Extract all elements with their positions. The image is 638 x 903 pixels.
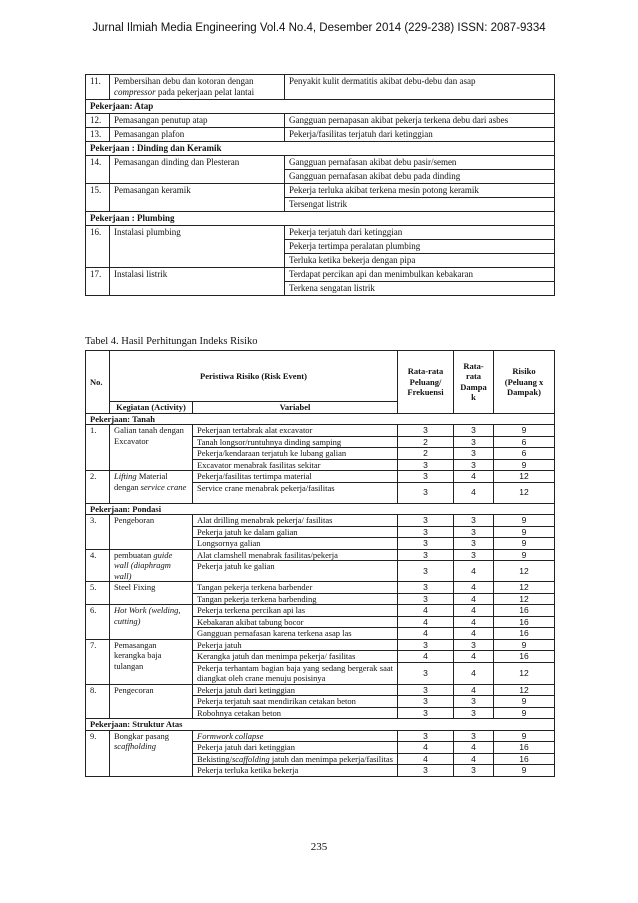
cell-peluang: 3 xyxy=(398,471,454,483)
cell-risiko: 16 xyxy=(494,616,555,628)
header-peluang: Rata-rata Peluang/ Frekuensi xyxy=(398,351,454,414)
cell-peluang: 4 xyxy=(398,616,454,628)
section-row xyxy=(86,719,555,731)
cell-variable: Pekerja jatuh dari ketinggian xyxy=(193,684,398,696)
cell-peluang: 3 xyxy=(398,730,454,742)
table-row xyxy=(86,639,555,651)
table-row xyxy=(86,605,555,617)
cell-variable: Kebakaran akibat tabung bocor xyxy=(193,616,398,628)
cell-risiko: 9 xyxy=(494,526,555,538)
cell-peluang: 4 xyxy=(398,742,454,754)
page-number: 235 xyxy=(310,841,328,853)
cell-risk: Pekerja terluka akibat terkena mesin potong keramik xyxy=(285,184,555,198)
table-caption: Tabel 4. Hasil Perhitungan Indeks Risiko xyxy=(85,336,258,347)
table-row xyxy=(86,471,555,483)
table-row xyxy=(86,684,555,696)
cell-activity: Pengeboran xyxy=(110,515,193,550)
cell-risiko: 9 xyxy=(494,639,555,651)
cell-no: 1. xyxy=(86,425,110,471)
cell-peluang: 3 xyxy=(398,662,454,684)
cell-risiko: 16 xyxy=(494,651,555,663)
cell-variable: Pekerja terkena percikan api las xyxy=(193,605,398,617)
cell-peluang: 3 xyxy=(398,549,454,561)
cell-risiko: 12 xyxy=(494,582,555,594)
cell-no: 14. xyxy=(86,156,110,184)
table-row xyxy=(86,549,555,561)
cell-dampak: 4 xyxy=(454,753,494,765)
section-tanah: Pekerjaan: Tanah xyxy=(86,413,555,425)
cell-activity: Bongkar pasang scaffholding xyxy=(110,730,193,776)
cell-risiko: 12 xyxy=(494,662,555,684)
cell-peluang: 3 xyxy=(398,582,454,594)
cell-risk: Terluka ketika bekerja dengan pipa xyxy=(285,254,555,268)
cell-risk: Pekerja terjatuh dari ketinggian xyxy=(285,226,555,240)
table-row xyxy=(86,184,555,198)
cell-no: 5. xyxy=(86,582,110,605)
cell-variable: Tanah longsor/runtuhnya dinding samping xyxy=(193,436,398,448)
cell-peluang: 2 xyxy=(398,436,454,448)
cell-peluang: 3 xyxy=(398,482,454,503)
cell-activity: Pembersihan debu dan kotoran dengan compressor pada pekerjaan pelat lantai xyxy=(110,75,285,100)
cell-activity: Galian tanah dengan Excavator xyxy=(110,425,193,471)
table-row xyxy=(86,128,555,142)
cell-peluang: 3 xyxy=(398,526,454,538)
table-row xyxy=(86,425,555,437)
cell-dampak: 3 xyxy=(454,459,494,471)
table-row xyxy=(86,156,555,170)
cell-risiko: 9 xyxy=(494,549,555,561)
cell-dampak: 4 xyxy=(454,471,494,483)
journal-header: Jurnal Ilmiah Media Engineering Vol.4 No.4, Desember 2014 (229-238) ISSN: 2087-9334 xyxy=(92,22,546,34)
cell-peluang: 3 xyxy=(398,425,454,437)
cell-risiko: 9 xyxy=(494,765,555,777)
cell-risk: Gangguan pernafasan akibat debu pada dinding xyxy=(285,170,555,184)
cell-no: 17. xyxy=(86,268,110,296)
cell-risiko: 16 xyxy=(494,742,555,754)
cell-activity: Pemasangan dinding dan Plesteran xyxy=(110,156,285,184)
cell-peluang: 4 xyxy=(398,753,454,765)
cell-peluang: 3 xyxy=(398,684,454,696)
table-row xyxy=(86,268,555,282)
cell-risiko: 16 xyxy=(494,753,555,765)
header-event: Peristiwa Risiko (Risk Event) xyxy=(110,351,398,402)
section-plumbing: Pekerjaan : Plumbing xyxy=(86,212,555,226)
cell-variable: Alat drilling menabrak pekerja/ fasilitas xyxy=(193,515,398,527)
cell-dampak: 4 xyxy=(454,662,494,684)
section-row xyxy=(86,212,555,226)
table-row xyxy=(86,730,555,742)
cell-variable: Kerangka jatuh dan menimpa pekerja/ fasilitas xyxy=(193,651,398,663)
cell-dampak: 3 xyxy=(454,515,494,527)
cell-variable: Service crane menabrak pekerja/fasilitas xyxy=(193,482,398,503)
cell-dampak: 4 xyxy=(454,561,494,582)
table-row xyxy=(86,226,555,240)
cell-risiko: 16 xyxy=(494,605,555,617)
table-row xyxy=(86,114,555,128)
cell-dampak: 4 xyxy=(454,616,494,628)
cell-no: 15. xyxy=(86,184,110,212)
cell-peluang: 4 xyxy=(398,605,454,617)
cell-peluang: 3 xyxy=(398,696,454,708)
cell-risiko: 12 xyxy=(494,684,555,696)
header-kegiatan: Kegiatan (Activity) xyxy=(110,402,193,414)
cell-dampak: 4 xyxy=(454,651,494,663)
cell-variable: Pekerja terhantam bagian baja yang sedang bergerak saat diangkat oleh crane menuju posisinya xyxy=(193,662,398,684)
cell-dampak: 3 xyxy=(454,549,494,561)
cell-peluang: 3 xyxy=(398,707,454,719)
cell-risiko: 12 xyxy=(494,561,555,582)
cell-activity: Pemasangan keramik xyxy=(110,184,285,212)
cell-activity: Instalasi plumbing xyxy=(110,226,285,268)
cell-variable: Pekerja jatuh ke galian xyxy=(193,561,398,582)
cell-no: 7. xyxy=(86,639,110,684)
cell-activity: Steel Fixing xyxy=(110,582,193,605)
section-struktur: Pekerjaan: Struktur Atas xyxy=(86,719,555,731)
cell-dampak: 3 xyxy=(454,425,494,437)
header-variabel: Variabel xyxy=(193,402,398,414)
cell-variable: Robohnya cetakan beton xyxy=(193,707,398,719)
cell-risk: Terkena sengatan listrik xyxy=(285,282,555,296)
cell-dampak: 3 xyxy=(454,730,494,742)
cell-risk: Gangguan pernapasan akibat pekerja terkena debu dari asbes xyxy=(285,114,555,128)
cell-dampak: 4 xyxy=(454,605,494,617)
header-no: No. xyxy=(86,351,110,414)
cell-risk: Terdapat percikan api dan menimbulkan kebakaran xyxy=(285,268,555,282)
cell-activity: Pemasangan plafon xyxy=(110,128,285,142)
header-row xyxy=(86,351,555,402)
cell-no: 3. xyxy=(86,515,110,550)
cell-variable: Pekerja/kendaraan terjatuh ke lubang galian xyxy=(193,448,398,460)
cell-peluang: 3 xyxy=(398,639,454,651)
cell-variable: Excavator menabrak fasilitas sekitar xyxy=(193,459,398,471)
cell-risk: Gangguan pernafasan akibat debu pasir/semen xyxy=(285,156,555,170)
table-row xyxy=(86,75,555,100)
section-atap: Pekerjaan: Atap xyxy=(86,100,555,114)
cell-risiko: 9 xyxy=(494,425,555,437)
cell-risk: Pekerja/fasilitas terjatuh dari ketinggian xyxy=(285,128,555,142)
cell-activity: Pemasangan kerangka baja tulangan xyxy=(110,639,193,684)
cell-dampak: 3 xyxy=(454,526,494,538)
cell-risiko: 9 xyxy=(494,707,555,719)
cell-risiko: 6 xyxy=(494,448,555,460)
cell-activity: Pemasangan penutup atap xyxy=(110,114,285,128)
cell-no: 6. xyxy=(86,605,110,640)
cell-dampak: 4 xyxy=(454,593,494,605)
cell-risiko: 6 xyxy=(494,436,555,448)
cell-risk: Tersengat listrik xyxy=(285,198,555,212)
cell-no: 4. xyxy=(86,549,110,582)
cell-variable: Longsornya galian xyxy=(193,538,398,550)
cell-variable: Tangan pekerja terkena barbender xyxy=(193,582,398,594)
cell-dampak: 3 xyxy=(454,639,494,651)
cell-activity: pembuatan guide wall (diaphragm wall) xyxy=(110,549,193,582)
cell-dampak: 3 xyxy=(454,436,494,448)
cell-variable: Pekerja jatuh dari ketinggian xyxy=(193,742,398,754)
cell-risiko: 9 xyxy=(494,538,555,550)
cell-peluang: 4 xyxy=(398,628,454,640)
cell-risiko: 9 xyxy=(494,730,555,742)
cell-variable: Pekerja terluka ketika bekerja xyxy=(193,765,398,777)
cell-activity: Instalasi listrik xyxy=(110,268,285,296)
cell-no: 9. xyxy=(86,730,110,776)
cell-activity: Pengecoran xyxy=(110,684,193,719)
cell-peluang: 3 xyxy=(398,459,454,471)
cell-peluang: 2 xyxy=(398,448,454,460)
header-dampak: Rata-rata Dampa k xyxy=(454,351,494,414)
cell-risiko: 9 xyxy=(494,696,555,708)
table-continued xyxy=(85,74,555,296)
section-dinding: Pekerjaan : Dinding dan Keramik xyxy=(86,142,555,156)
cell-variable: Formwork collapse xyxy=(193,730,398,742)
cell-peluang: 3 xyxy=(398,765,454,777)
cell-variable: Pekerja jatuh xyxy=(193,639,398,651)
cell-dampak: 4 xyxy=(454,684,494,696)
table-row xyxy=(86,515,555,527)
cell-peluang: 3 xyxy=(398,593,454,605)
cell-variable: Pekerja jatuh ke dalam galian xyxy=(193,526,398,538)
section-pondasi: Pekerjaan: Pondasi xyxy=(86,503,555,515)
cell-dampak: 3 xyxy=(454,538,494,550)
cell-dampak: 3 xyxy=(454,448,494,460)
cell-no: 13. xyxy=(86,128,110,142)
table-row xyxy=(86,582,555,594)
cell-variable: Tangan pekerja terkena barbending xyxy=(193,593,398,605)
cell-no: 8. xyxy=(86,684,110,719)
cell-no: 16. xyxy=(86,226,110,268)
cell-activity: Hot Work (welding, cutting) xyxy=(110,605,193,640)
cell-risk: Penyakit kulit dermatitis akibat debu-debu dan asap xyxy=(285,75,555,100)
cell-dampak: 4 xyxy=(454,582,494,594)
cell-no: 2. xyxy=(86,471,110,504)
cell-dampak: 4 xyxy=(454,482,494,503)
cell-peluang: 3 xyxy=(398,538,454,550)
cell-variable: Pekerjaan tertabrak alat excavator xyxy=(193,425,398,437)
cell-peluang: 3 xyxy=(398,561,454,582)
cell-risk: Pekerja tertimpa peralatan plumbing xyxy=(285,240,555,254)
cell-risiko: 9 xyxy=(494,459,555,471)
cell-risiko: 12 xyxy=(494,471,555,483)
cell-risiko: 12 xyxy=(494,482,555,503)
section-row xyxy=(86,100,555,114)
cell-dampak: 3 xyxy=(454,696,494,708)
header-risiko: Risiko (Peluang x Dampak) xyxy=(494,351,555,414)
cell-dampak: 4 xyxy=(454,742,494,754)
cell-peluang: 4 xyxy=(398,651,454,663)
cell-no: 11. xyxy=(86,75,110,100)
cell-risiko: 9 xyxy=(494,515,555,527)
cell-variable: Bekisting/scaffolding jatuh dan menimpa pekerja/fasilitas xyxy=(193,753,398,765)
section-row xyxy=(86,142,555,156)
cell-risiko: 12 xyxy=(494,593,555,605)
section-row xyxy=(86,503,555,515)
cell-activity: Lifting Material dengan service crane xyxy=(110,471,193,504)
cell-peluang: 3 xyxy=(398,515,454,527)
cell-dampak: 3 xyxy=(454,707,494,719)
cell-variable: Gangguan pernafasan karena terkena asap las xyxy=(193,628,398,640)
cell-dampak: 3 xyxy=(454,765,494,777)
cell-variable: Alat clamshell menabrak fasilitas/pekerja xyxy=(193,549,398,561)
risk-index-table xyxy=(85,350,555,777)
cell-no: 12. xyxy=(86,114,110,128)
cell-risiko: 16 xyxy=(494,628,555,640)
cell-variable: Pekerja/fasilitas tertimpa material xyxy=(193,471,398,483)
cell-dampak: 4 xyxy=(454,628,494,640)
cell-variable: Pekerja terjatuh saat mendirikan cetakan beton xyxy=(193,696,398,708)
section-row xyxy=(86,413,555,425)
